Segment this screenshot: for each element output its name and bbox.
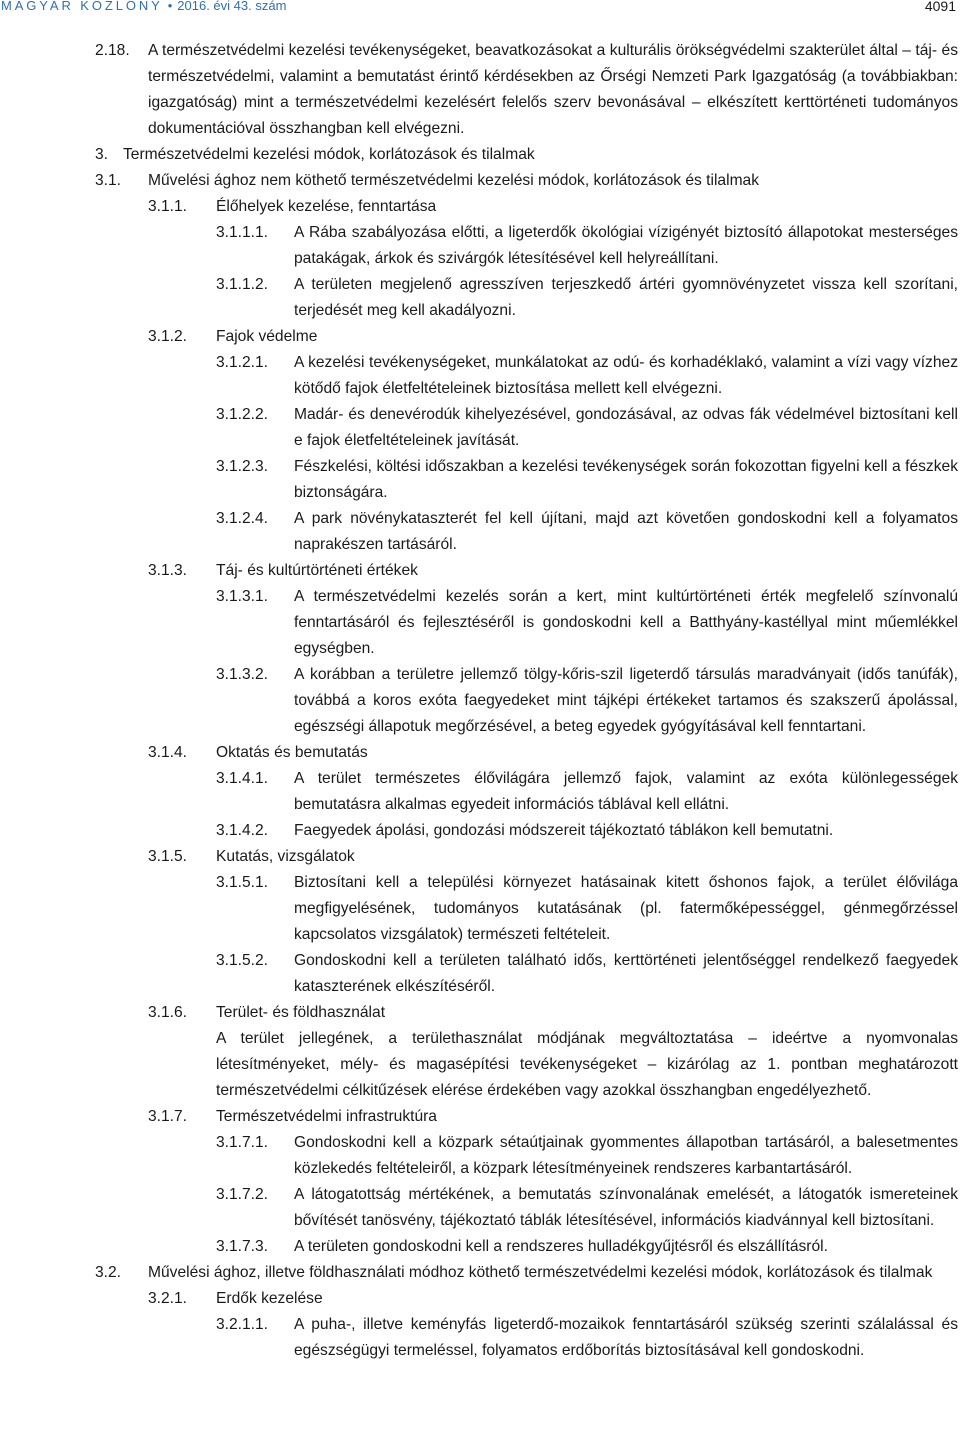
item-text: Fészkelési, költési időszakban a kezelési tevékenységek során fokozottan figyelni kell a fészkek biztonságára. xyxy=(294,458,958,501)
section-paragraph: A terület jellegének, a területhasználat módjának megváltoztatása – ideértve a nyomvonalas létesítményeket, mély- és magasépítési tevékenységeket – kizárólag az 1. pontban meghatározott természetvédelmi célkitűzések elérése érdekében vagy azokkal összhangban engedélyezhető. xyxy=(216,1030,958,1099)
item-number: 3. xyxy=(95,146,109,163)
numbered-item xyxy=(0,272,960,324)
item-number: 3.1.1.2. xyxy=(216,276,269,293)
item-number: 3.1.2.3. xyxy=(216,458,269,475)
numbered-item xyxy=(0,402,960,454)
numbered-item xyxy=(0,168,960,194)
item-number: 3.1.1. xyxy=(148,198,188,215)
item-text: Fajok védelme xyxy=(216,328,318,345)
item-text: Művelési ághoz, illetve földhasználati módhoz köthető természetvédelmi kezelési módok, korlátozások és tilalmak xyxy=(148,1264,933,1281)
item-number: 3.1.5.2. xyxy=(216,952,269,969)
item-number: 3.1.4. xyxy=(148,744,188,761)
item-text: Gondoskodni kell a közpark sétaútjainak gyommentes állapotban tartásáról, a balesetmentes közlekedés feltételeiről, a közpark létesítményeinek rendszeres karbantartásáról. xyxy=(294,1134,958,1177)
item-text: A park növénykataszterét fel kell újítani, majd azt követően gondoskodni kell a folyamatos naprakészen tartásáról. xyxy=(294,510,958,553)
item-number: 3.1.5.1. xyxy=(216,874,269,891)
item-number: 3.1.2.4. xyxy=(216,510,269,527)
numbered-item xyxy=(0,584,960,662)
item-text: Kutatás, vizsgálatok xyxy=(216,848,355,865)
item-number: 3.2.1.1. xyxy=(216,1316,269,1333)
numbered-item xyxy=(0,1182,960,1234)
numbered-item xyxy=(0,844,960,870)
numbered-item xyxy=(0,1104,960,1130)
item-text: Faegyedek ápolási, gondozási módszereit tájékoztató táblákon kell bemutatni. xyxy=(294,822,834,839)
item-number: 3.2. xyxy=(95,1264,122,1281)
numbered-item xyxy=(0,1312,960,1364)
item-number: 3.2.1. xyxy=(148,1290,188,1307)
item-number: 3.1.7.2. xyxy=(216,1186,269,1203)
item-text: Természetvédelmi kezelési módok, korlátozások és tilalmak xyxy=(123,146,535,163)
numbered-item xyxy=(0,38,960,142)
numbered-item xyxy=(0,1000,960,1026)
numbered-item xyxy=(0,818,960,844)
numbered-item xyxy=(0,194,960,220)
item-text: Gondoskodni kell a területen található idős, kerttörténeti jelentőséggel rendelkező faegyedek kataszterének elkészítéséről. xyxy=(294,952,958,995)
item-number: 3.1.7. xyxy=(148,1108,188,1125)
item-text: Biztosítani kell a települési környezet hatásainak kitett őshonos fajok, a terület élővilága megfigyelésének, tudományos kutatásának (pl. fatermőképességgel, génmegőrzéssel kapcsolatos vizsgálatok) természeti feltételeit. xyxy=(294,874,958,943)
item-number: 2.18. xyxy=(95,42,130,59)
journal-name: MAGYAR KÖZLÖNY xyxy=(1,0,163,13)
item-number: 3.1.4.2. xyxy=(216,822,269,839)
numbered-item xyxy=(0,558,960,584)
item-number: 3.1.3.2. xyxy=(216,666,269,683)
item-number: 3.1.3.1. xyxy=(216,588,269,605)
item-text: Erdők kezelése xyxy=(216,1290,323,1307)
item-text: A látogatottság mértékének, a bemutatás színvonalának emelését, a látogatók ismereteinek bővítését tanösvény, tájékoztató táblák létesítésével, információs kiadvánnyal kell biztosítani. xyxy=(294,1186,958,1229)
item-number: 3.1.1.1. xyxy=(216,224,269,241)
numbered-item xyxy=(0,1286,960,1312)
numbered-item xyxy=(0,142,960,168)
item-text: Természetvédelmi infrastruktúra xyxy=(216,1108,437,1125)
item-text: Terület- és földhasználat xyxy=(216,1004,386,1021)
numbered-item xyxy=(0,740,960,766)
item-text: Táj- és kultúrtörténeti értékek xyxy=(216,562,418,579)
item-text: A területen gondoskodni kell a rendszeres hulladékgyűjtésről és elszállításról. xyxy=(294,1238,828,1255)
header-separator-dot: • xyxy=(167,0,173,13)
item-text: A természetvédelmi kezelés során a kert, mint kultúrtörténeti érték megfelelő színvonalú fenntartásáról és fejlesztéséről is gondoskodni kell a Batthyány-kastéllyal mint műemlékkel egységben. xyxy=(294,588,958,657)
item-text: A természetvédelmi kezelési tevékenységeket, beavatkozásokat a kulturális örökségvédelmi szakterület által – táj- és természetvédelmi, valamint a bemutatást érintő kérdésekben az Őrségi Nemzeti Park Igazgatóság (a továbbiakban: igazgatóság) mint a természetvédelmi kezelésért felelős szerv bevonásával – elkészített kerttörténeti tudományos dokumentációval összhangban kell elvégezni. xyxy=(148,42,958,137)
numbered-item xyxy=(0,662,960,740)
numbered-item xyxy=(0,454,960,506)
numbered-item xyxy=(0,1234,960,1260)
item-text: A korábban a területre jellemző tölgy-kőris-szil ligeterdő társulás maradványait (idős tanúfák), továbbá a koros exóta faegyedeket mint tájképi értékeket tartamos és szakszerű ápolással, egészségi állapotuk megőrzésével, a beteg egyedek gyógyításával kell fenntartani. xyxy=(294,666,958,735)
item-number: 3.1.7.3. xyxy=(216,1238,269,1255)
document-body xyxy=(0,38,960,1364)
item-text: A kezelési tevékenységeket, munkálatokat az odú- és korhadéklakó, valamint a vízi vagy vízhez kötődő fajok életfeltételeinek biztosítása mellett kell elvégezni. xyxy=(294,354,958,397)
item-number: 3.1.6. xyxy=(148,1004,188,1021)
item-text: A terület természetes élővilágára jellemző fajok, valamint az exóta különlegességek bemutatásra alkalmas egyedeit információs táblával kell ellátni. xyxy=(294,770,958,813)
item-number: 3.1.4.1. xyxy=(216,770,269,787)
item-number: 3.1.2.1. xyxy=(216,354,269,371)
item-text: Élőhelyek kezelése, fenntartása xyxy=(216,198,437,215)
numbered-item xyxy=(0,766,960,818)
page-number: 4091 xyxy=(924,0,956,14)
item-number: 3.1.7.1. xyxy=(216,1134,269,1151)
numbered-item xyxy=(0,220,960,272)
item-number: 3.1.2.2. xyxy=(216,406,269,423)
numbered-item xyxy=(0,324,960,350)
item-number: 3.1.3. xyxy=(148,562,188,579)
journal-header xyxy=(1,0,286,14)
item-number: 3.1.2. xyxy=(148,328,188,345)
numbered-item xyxy=(0,948,960,1000)
numbered-item xyxy=(0,506,960,558)
item-number: 3.1.5. xyxy=(148,848,188,865)
numbered-item xyxy=(0,1260,960,1286)
running-header xyxy=(0,0,960,16)
item-text: A területen megjelenő agresszíven terjeszkedő ártéri gyomnövényzetet vissza kell szorítani, terjedését meg kell akadályozni. xyxy=(294,276,958,319)
item-number: 3.1. xyxy=(95,172,122,189)
item-text: A Rába szabályozása előtti, a ligeterdők ökológiai vízigényét biztosító állapotokat mesterséges patakágak, árkok és szivárgók létesítésével kell helyreállítani. xyxy=(294,224,958,267)
numbered-item xyxy=(0,350,960,402)
item-text: Madár- és denevérodúk kihelyezésével, gondozásával, az odvas fák védelmével biztosítani kell e fajok életfeltételeinek javítását. xyxy=(294,406,958,449)
item-text: Oktatás és bemutatás xyxy=(216,744,368,761)
item-text: Művelési ághoz nem köthető természetvédelmi kezelési módok, korlátozások és tilalmak xyxy=(148,172,760,189)
issue-label: 2016. évi 43. szám xyxy=(177,0,287,13)
numbered-item xyxy=(0,870,960,948)
numbered-item xyxy=(0,1130,960,1182)
item-text: A puha-, illetve keményfás ligeterdő-mozaikok fenntartásáról szükség szerinti szálalással és egészségügyi termeléssel, folyamatos erdőborítás biztosításával kell gondoskodni. xyxy=(294,1316,958,1359)
